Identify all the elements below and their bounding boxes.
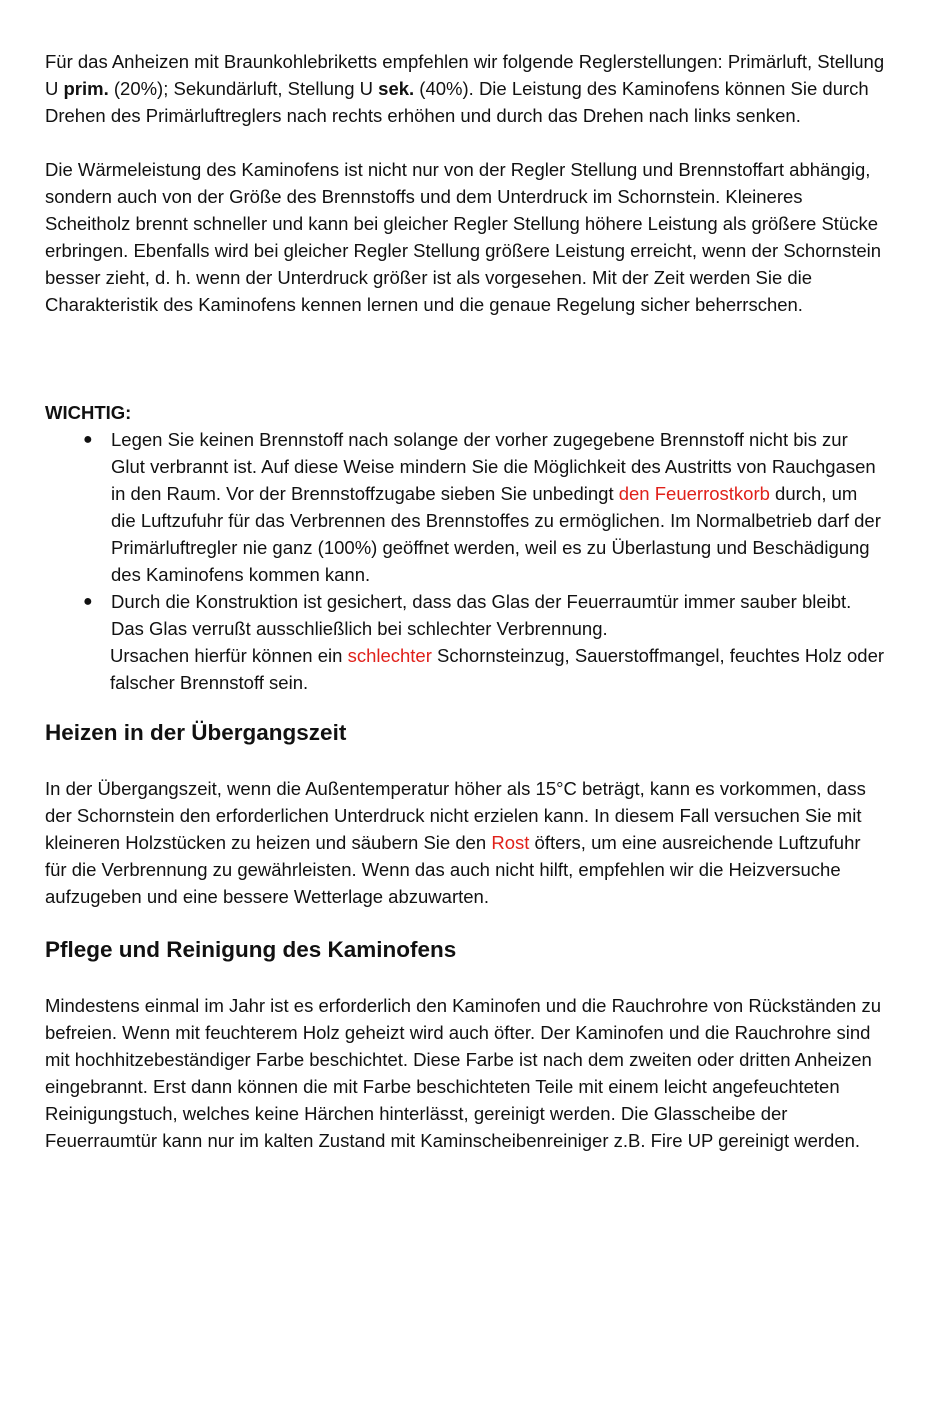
list-item-text: Legen Sie keinen Brennstoff nach solange der vorher zugegebene Brennstoff nicht bis zur Glut verbrannt ist. Auf diese Weise mindern Sie die Möglichkeit des Austritts von Rauchgasen in den Raum. Vor der Brennstoffzugabe sieben Sie unbedingt [111,429,876,504]
list-item [45,588,885,642]
paragraph-care: Mindestens einmal im Jahr ist es erforderlich den Kaminofen und die Rauchrohre von Rückständen zu befreien. Wenn mit feuchterem Holz geheizt wird auch öfter. Der Kaminofen und die Rauchrohre sind mit hochhitzebeständiger Farbe beschichtet. Diese Farbe ist nach dem zweiten oder dritten Anheizen eingebrannt. Erst dann können die mit Farbe beschichteten Teile mit einem leicht angefeuchteten Reinigungstuch, welches keine Härchen hinterlässt, gereinigt werden. Die Glasscheibe der Feuerraumtür kann nur im kalten Zustand mit Kaminscheibenreiniger z.B. Fire UP gereinigt werden. [45,995,882,1151]
bullet-icon: ● [83,431,93,448]
paragraph-text: öfters, um eine ausreichende Luftzufuhr für die Verbrennung zu gewährleisten. Wenn das auch nicht hilft, empfehlen wir die Heizversuche aufzugeben und eine bessere Wetterlage abzuwarten. [45,832,861,907]
important-heading: WICHTIG: [45,402,132,423]
paragraph-heat-output: Die Wärmeleistung des Kaminofens ist nicht nur von der Regler Stellung und Brennstoffart abhängig, sondern auch von der Größe des Brennstoffs und dem Unterdruck im Schornstein. Kleineres Scheitholz brennt schneller und kann bei gleicher Regler Stellung höhere Leistung als größere Stücke erbringen. Ebenfalls wird bei gleicher Regler Stellung größere Leistung erreicht, wenn der Schornstein besser zieht, d. h. wenn der Unterdruck größer ist als vorgesehen. Mit der Zeit werden Sie die Charakteristik des Kaminofens kennen lernen und die genaue Regelung sicher beherrschen. [45,159,882,315]
list-item-continuation [45,642,885,696]
list-item-text: Ursachen hierfür können ein [110,645,348,666]
document-page [45,48,885,1154]
bold-prim: prim. [63,78,109,99]
highlight-text: den Feuerrostkorb [618,483,770,504]
highlight-text: schlechter [347,645,432,666]
paragraph-text: In der Übergangszeit, wenn die Außentemperatur höher als 15°C beträgt, kann es vorkommen, dass der Schornstein den erforderlichen Unterdruck nicht erzielen kann. In diesem Fall versuchen Sie mit kleineren Holzstücken zu heizen und säubern Sie den [45,778,866,853]
list-item-text: durch, um die Luftzufuhr für das Verbrennen des Brennstoffes zu ermöglichen. Im Normalbetrieb darf der Primärluftregler nie ganz (100%) geöffnet werden, weil es zu Überlastung und Beschädigung des Kaminofens kommen kann. [111,483,881,585]
important-list [45,426,885,696]
bold-sek: sek. [378,78,415,99]
paragraph-text: (40%). Die Leistung des Kaminofens können Sie durch Drehen des Primärluftreglers nach rechts erhöhen und durch das Drehen nach links senken. [45,78,869,126]
highlight-text: Rost [491,832,530,853]
paragraph-transition [45,775,885,910]
section-heading-transition: Heizen in der Übergangszeit [45,720,347,745]
list-item [45,426,885,588]
list-item-text: Schornsteinzug, Sauerstoffmangel, feuchtes Holz oder falscher Brennstoff sein. [110,645,885,693]
bullet-icon: ● [83,593,93,610]
paragraph-text: Für das Anheizen mit Braunkohlebriketts empfehlen wir folgende Reglerstellungen: Primärluft, Stellung U [45,51,885,99]
section-heading-care: Pflege und Reinigung des Kaminofens [45,937,457,962]
paragraph-briquettes [45,48,885,129]
list-item-text: Durch die Konstruktion ist gesichert, dass das Glas der Feuerraumtür immer sauber bleibt. Das Glas verrußt ausschließlich bei schlechter Verbrennung. [111,591,852,639]
paragraph-text: (20%); Sekundärluft, Stellung U [108,78,379,99]
